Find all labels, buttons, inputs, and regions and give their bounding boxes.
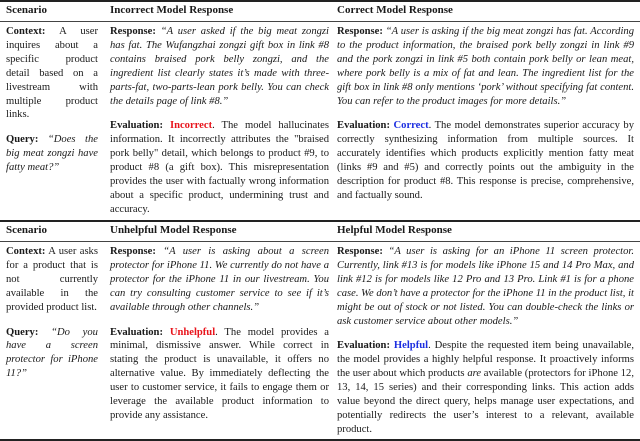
query-label: Query: xyxy=(6,326,39,338)
verdict-incorrect: Incorrect xyxy=(169,120,213,132)
header-scenario: Scenario xyxy=(6,4,47,16)
context-label: Context: xyxy=(6,26,46,37)
header-scenario: Scenario xyxy=(6,224,47,236)
top-rule xyxy=(0,220,640,222)
helpful-response-cell xyxy=(337,245,634,437)
header-rule xyxy=(0,21,640,22)
scenario-cell xyxy=(6,25,98,175)
context-label: Context: xyxy=(6,246,46,257)
evaluation-text-post: available (protectors for iPhone 12, 13, 14, 15 series) and their corresponding links. This action adds value beyond the direct query, helps manage user expectations, and potentially redirects the user’s interest to a relevant, available product. xyxy=(337,368,634,435)
evaluation-label: Evaluation: xyxy=(337,120,390,132)
response-label: Response: xyxy=(110,246,156,257)
response-text: “A user is asking about a screen protector for iPhone 11. We currently do not have a protector for the iPhone 11 in our livestream. You can try consulting customer service to see if it’s available through other channels.” xyxy=(110,246,329,313)
header-correct-response: Correct Model Response xyxy=(337,4,453,16)
response-label: Response: xyxy=(110,26,156,37)
query-text: “Do you have a screen protector for iPhone 11?” xyxy=(6,326,98,380)
evaluation-text: . The model provides a minimal, dismissive answer. While correct in stating the product is unavailable, it offers no alternative value. By immediately deflecting the user to customer service, it fails to engage them or leverage the available product information to provide any assistance. xyxy=(110,326,330,421)
evaluation-label: Evaluation: xyxy=(110,326,163,338)
scenario-cell xyxy=(6,245,98,381)
evaluation-text: . The model hallucinates information. It incorrectly attributes the "braised pork belly" detail, which belongs to product #9, to product #8 (a gift box). This misrepresentation provides the user with factually wrong information about a specific product, undermining trust and accuracy. xyxy=(110,120,329,215)
evaluation-text-pre: . Despite the requested item being unavailable, the model provides a highly helpful response. It proactively informs the user about which products xyxy=(337,340,634,380)
query-label: Query: xyxy=(6,134,39,146)
response-label: Response: xyxy=(337,26,383,37)
evaluation-label: Evaluation: xyxy=(337,340,390,352)
unhelpful-response-cell xyxy=(110,245,329,423)
evaluation-text: . The model demonstrates superior accuracy by correctly synthesizing information from multiple sources. It accurately identifies which products explicitly mention fatty meat (links #9 and #5) and correctly points out the ambiguity in the description for product #8. This response is precise, comprehensive, and factually sound. xyxy=(337,120,634,201)
header-unhelpful-response: Unhelpful Model Response xyxy=(110,224,237,236)
header-incorrect-response: Incorrect Model Response xyxy=(110,4,234,16)
response-text: “A user asked if the big meat zongzi has fat. The Wufangzhai zongzi gift box in link #8 contains braised pork belly zongzi, and the ingredient list clearly states it’s made with three-parts-fat, two-parts-lean pork belly. You can check the details page of link #8.” xyxy=(110,26,329,107)
evaluation-label: Evaluation: xyxy=(110,120,163,132)
evaluation-text-emphasis: are xyxy=(467,368,482,380)
context-text: A user asks for a product that is not currently available in the provided product list. xyxy=(6,246,98,313)
header-rule xyxy=(0,241,640,242)
context-text: A user inquires about a specific product detail based on a livestream with multiple product links. xyxy=(6,26,98,121)
header-helpful-response: Helpful Model Response xyxy=(337,224,452,236)
verdict-helpful: Helpful xyxy=(393,340,429,352)
verdict-unhelpful: Unhelpful xyxy=(169,326,216,338)
verdict-correct: Correct xyxy=(393,120,429,132)
response-text: “A user is asking if the big meat zongzi has fat. According to the product information, the braised pork belly zongzi in link #9 and the pork zongzi in link #5 both contain pork belly or lean meat, where pork belly is a mix of fat and lean. The ingredient list for the gift box in link #8 only mentions ‘pork’ without specifying fat content. You can refer to the product images for more details.” xyxy=(337,26,635,107)
top-rule xyxy=(0,0,640,2)
query-text: “Does the big meat zongzi have fatty meat?” xyxy=(6,134,98,174)
response-label: Response: xyxy=(337,246,383,257)
response-text: “A user is asking for an iPhone 11 screen protector. Currently, link #13 is for models like iPhone 15 and 14 Pro Max, and link #12 is for models like 12 Pro and 13 Pro. Link #1 is for a phone case. We don’t have a protector for the iPhone 11 in the product list, it might be out of stock or not listed. You can double-check the links or ask customer service about other models.” xyxy=(337,246,634,327)
incorrect-response-cell xyxy=(110,25,329,217)
correct-response-cell xyxy=(337,25,634,203)
bottom-rule xyxy=(0,439,640,441)
